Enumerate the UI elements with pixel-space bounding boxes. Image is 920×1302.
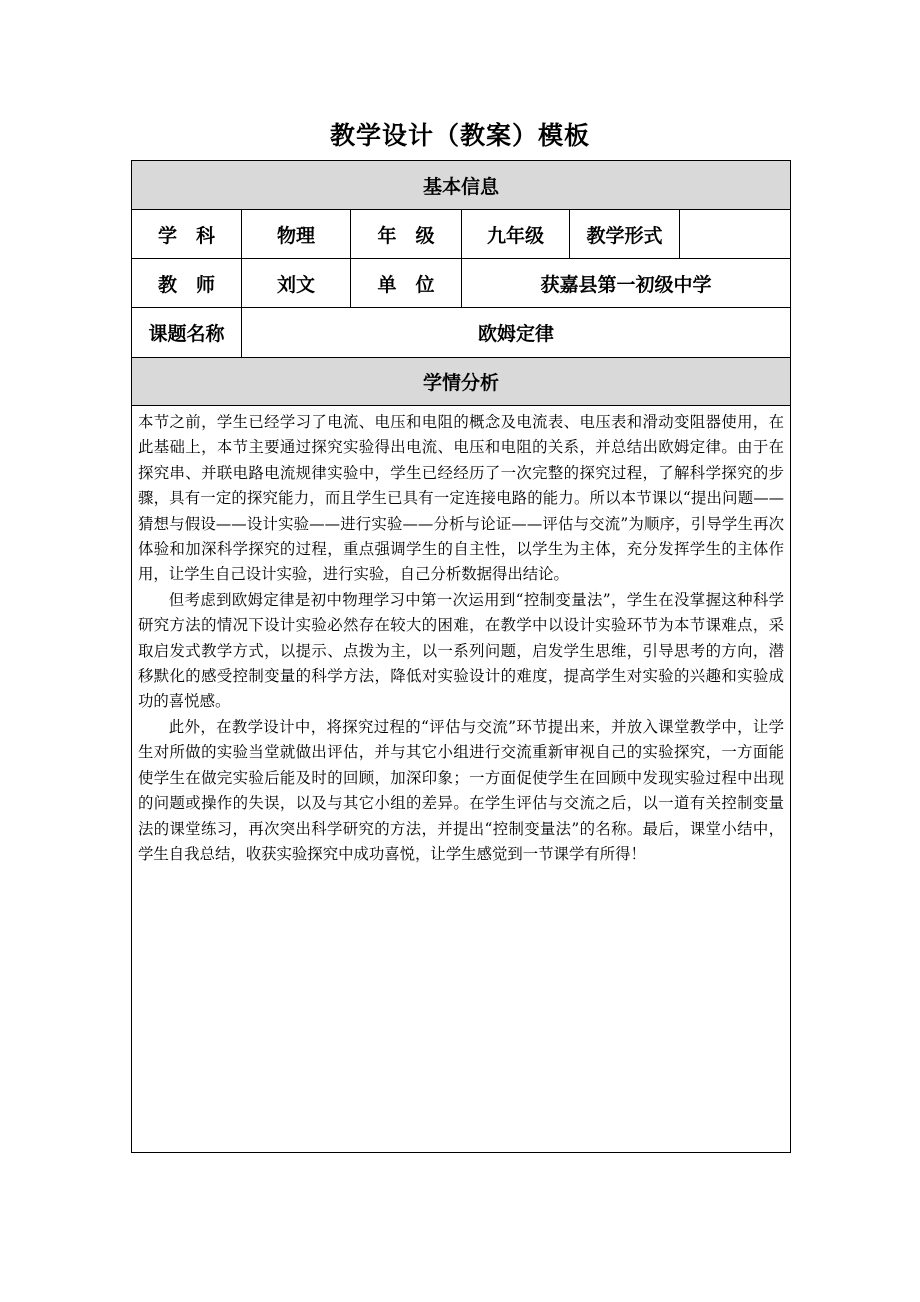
teacher-label: 教 师: [132, 259, 242, 308]
analysis-paragraph: 此外，在教学设计中，将探究过程的“评估与交流”环节提出来，并放入课堂教学中，让学生对所做的实验当堂就做出评估，并与其它小组进行交流重新审视自己的实验探究，一方面能使学生在做完实验后能及时的回顾，加深印象；一方面促使学生在回顾中发现实验过程中出现的问题或操作的失误，以及与其它小组的差异。在学生评估与交流之后，以一道有关控制变量法的课堂练习，再次突出科学研究的方法，并提出“控制变量法”的名称。最后，课堂小结中，学生自我总结，收获实验探究中成功喜悦，让学生感觉到一节课学有所得！: [138, 717, 785, 863]
subject-label: 学 科: [132, 210, 242, 259]
teacher-value: 刘文: [242, 259, 351, 308]
unit-value: 获嘉县第一初级中学: [462, 259, 791, 308]
lesson-plan-form: [131, 160, 791, 1153]
document-title: 教学设计（教案）模板: [329, 121, 590, 150]
teaching-form-value[interactable]: [680, 210, 791, 259]
analysis-paragraph: 本节之前，学生已经学习了电流、电压和电阻的概念及电流表、电压表和滑动变阻器使用，在此基础上，本节主要通过探究实验得出电流、电压和电阻的关系，并总结出欧姆定律。由于在探究串、并联电路电流规律实验中，学生已经经历了一次完整的探究过程，了解科学探究的步骤，具有一定的探究能力，而且学生已具有一定连接电路的能力。所以本节课以“提出问题——猜想与假设——设计实验——进行实验——分析与论证——评估与交流”为顺序，引导学生再次体验和加深科学探究的过程，重点强调学生的自主性，以学生为主体，充分发挥学生的主体作用，让学生自己设计实验，进行实验，自己分析数据得出结论。: [138, 413, 785, 584]
teaching-form-label: 教学形式: [570, 210, 680, 259]
analysis-body: [132, 406, 791, 1153]
grade-label: 年 级: [351, 210, 462, 259]
basic-info-header: 基本信息: [132, 161, 791, 210]
topic-label: 课题名称: [132, 308, 242, 358]
subject-value: 物理: [242, 210, 351, 259]
grade-value: 九年级: [462, 210, 570, 259]
analysis-header: 学情分析: [132, 358, 791, 406]
unit-label: 单 位: [351, 259, 462, 308]
analysis-paragraph: 但考虑到欧姆定律是初中物理学习中第一次运用到“控制变量法”，学生在没掌握这种科学研究方法的情况下设计实验必然存在较大的困难，在教学中以设计实验环节为本节课难点，采取启发式教学方式，以提示、点拨为主，以一系列问题，启发学生思维，引导思考的方向，潜移默化的感受控制变量的科学方法，降低对实验设计的难度，提高学生对实验的兴趣和实验成功的喜悦感。: [138, 590, 785, 711]
topic-value: 欧姆定律: [242, 308, 791, 358]
